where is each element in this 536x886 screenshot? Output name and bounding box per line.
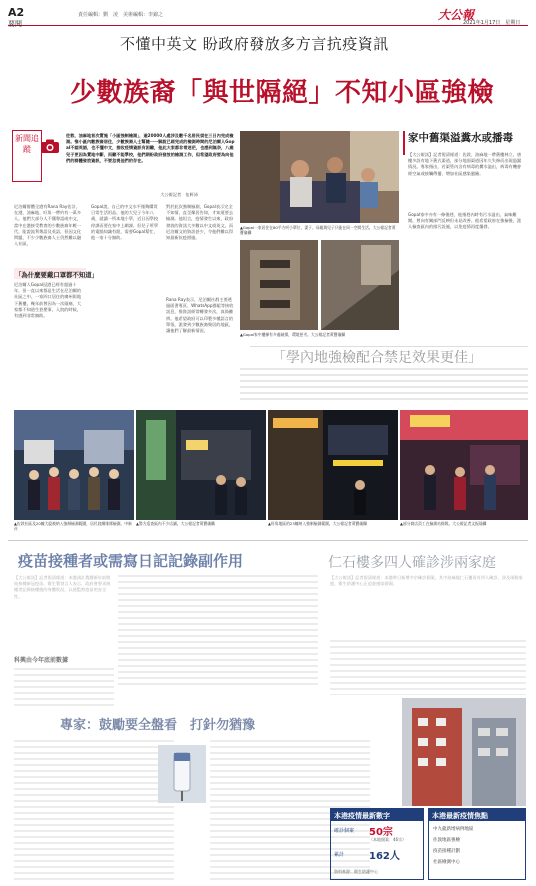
lead-paragraph: 佐敦、油麻地首次實施「小區強制檢測」，逾20000人處涉及數千名居民須在三日內完成檢測。惟小區內數族裔居住，少數族裔人士幫隨一一解說已經完成的檢測時間的尼泊爾人Gopal不諳英語，也不懂中文，接收疫情資訊有困難，他此大家都非常迷茫，也感到無奈，八歲兒子更因為實地中斷，而難不能學校，他們期盼政府發放的檢測工作，但希望政府要為向他們的群體發放資訊，不要忽視他們的存在。	[66, 133, 235, 163]
body-column-1b: 尼泊爾人Gopal逗港已經有超過十年，但一直以來都是生活在尼泊爾的社區之中。一家四口居住的廣州街地下舊樓，幾年前曾因為一次頭痛，大家都不知道生甚麼事，入院的時候，有感到非常無助。	[14, 282, 82, 319]
photo-police-street-image	[136, 410, 266, 520]
caption-row-2: ▲警方巡查區內不少店鋪。大公報記者黃寶儀攝	[136, 521, 215, 526]
section-label: 要聞	[8, 20, 22, 28]
stats-sub-1: （本地個案：46宗）	[369, 837, 407, 842]
stats-value-2: 162人	[369, 851, 400, 862]
news-item: 疫苗接種計劃	[433, 849, 460, 854]
editor-credits: 責任編輯：劉 凌 美術編輯：李錦之	[78, 12, 164, 18]
photo-family-flat	[240, 131, 399, 223]
caption-stairs: ▲Gopal家中樓梯有多處破損，環境惡劣。大公報記者黃寶儀攝	[240, 332, 346, 337]
side-paragraph-2: Gopal家中亦有一條後巷，他指巷內時有污水溢出，氣味難聞，曾向有關部門反映但未見改善。他希望政府在強檢後，派人檢查區內的排污設施，以免疫情再度爆發。	[408, 212, 522, 230]
body-column-3b: Rana Ray表示，尼泊爾社群主要透過面書專頁、WhatsApp群組等接收訊息，惟資訊經常轉發多次，真偽難辨。他希望政府可以印製多種語言的單張，派發到少數族裔聚居的地區，讓他們了解最新情況。	[166, 297, 234, 334]
bottom-subhead: 科興由今年底前數據	[14, 657, 69, 664]
bottom-text-block-2	[14, 668, 114, 708]
photo-stairs-left-image	[240, 240, 318, 330]
photo-building	[402, 698, 526, 806]
main-headline: 少數族裔「與世隔絕」不知小區強檢	[70, 78, 495, 108]
photo-queue-jordan	[14, 410, 134, 520]
faded-section-title: 「學內地強檢配合禁足效果更佳」	[272, 350, 482, 366]
page-header	[8, 6, 528, 26]
photo-stairs-right	[321, 240, 399, 330]
newspaper-logo: 大公報	[438, 8, 475, 22]
body-column-3: 對於此次強制檢測，Gopal表示完全不知情，直至鄰居告知，才知道要去檢測。他坦言，疫情發生以來，政府發放的資訊大多數以中文或英文，而尼泊爾文的資訊甚少，令他們難以得知最新抗疫措施。	[166, 204, 234, 241]
photo-stairs-left	[240, 240, 318, 330]
news-box-title: 本港最新疫情焦點	[429, 809, 525, 821]
news-item: 中九龍新增病例地區	[433, 827, 474, 832]
bottom-text-1: 【大公報訊】記者倪清報道：本港預計農曆新年前開始接種新冠疫苗。衞生署發言人表示，政府會要求接種者記錄接種後的身體狀況，以便監察疫苗的安全性。	[14, 575, 111, 599]
photo-queue-jordan-image	[14, 410, 134, 520]
caption-family-flat: ▲Gopal一家居住在80平方呎小單位，妻子、母親與兒子只能在同一空間生活。大公報記者黃寶儀攝	[240, 225, 396, 235]
side-title: 家中舊渠溢糞水或播毒	[408, 132, 513, 144]
photo-mongkok-night	[268, 410, 398, 520]
photo-stairs-right-image	[321, 240, 399, 330]
side-paragraph-1: 【大公報訊】記者倪清報道：佐敦、油麻地一帶舊樓林立，唐樓多設有地下舊式渠道，部分地面渠道因年久失修而出現溢漏情況。專家指出，若渠管內含有病毒的糞水溢出，病毒有機會經空氣或接觸傳播，增加社區感染風險。	[408, 152, 522, 176]
stats-value-1: 50宗	[369, 827, 393, 838]
stats-footer: 資料來源：衞生防護中心	[334, 869, 378, 874]
stats-label-2: 累計	[334, 852, 345, 858]
photo-shop-staff	[400, 410, 528, 520]
bottom-text-2: 【大公報訊】記者倪清報道：本港昨日新增多宗確診個案。其中油麻地仁石樓再有四人確診，涉及兩個家庭，衞生防護中心正追查感染源頭。	[330, 575, 523, 587]
bottom-headline-3: 專家：鼓勵要全盤看 打針勿猶豫	[60, 718, 256, 733]
photo-shop-staff-image	[400, 410, 528, 520]
faded-text-block	[240, 368, 528, 404]
byline: 大公報記者 伍軒沛	[160, 192, 198, 197]
news-item: 社區檢測中心	[433, 860, 460, 865]
bottom-text-block-3	[330, 640, 526, 695]
news-box	[428, 808, 526, 880]
caption-row-4: ▲部分商店員工在檢測站排隊。大公報記者文振瑜攝	[400, 521, 487, 526]
issue-date: 2021年1月17日 星期日	[463, 20, 521, 26]
bottom-divider	[8, 540, 528, 541]
photo-mongkok-night-image	[268, 410, 398, 520]
kicker-headline: 不懂中英文 盼政府發放多方言抗疫資訊	[120, 35, 389, 53]
caption-row-1: ▲佐敦社區及20幢大廈被納入強制檢測範圍，居民陸續排隊檢測。中新社	[14, 521, 132, 531]
subhead-box	[14, 268, 99, 279]
photo-family-flat-image	[240, 131, 399, 223]
page-number: A2	[8, 6, 25, 19]
stats-label-1: 確診個案	[334, 828, 355, 834]
bottom-text-block-1	[118, 575, 318, 685]
feature-badge-label: 新聞追蹤	[15, 134, 39, 154]
camera-icon	[40, 138, 60, 154]
stats-box-title: 本港疫情最新數字	[331, 809, 423, 821]
caption-row-3: ▲旺角地區的23幢納入強制檢測範圍。大公報記者黃寶儀攝	[268, 521, 367, 526]
bottom-headline-1: 疫苗接種者或需寫日記記錄副作用	[18, 552, 244, 570]
feature-badge	[12, 130, 42, 182]
subhead-1: 「為什麼要戴口罩都不知道」	[15, 271, 99, 279]
photo-building-image	[402, 698, 526, 806]
photo-vaccine-image	[158, 745, 206, 803]
side-title-rule	[403, 131, 405, 155]
bottom-headline-2: 仁石樓多四人確診涉兩家庭	[328, 555, 496, 571]
stats-box	[330, 808, 424, 880]
body-column-2: Gopal說，自己的中文水平僅夠購買日常生活用品。他的大兒子今年八歲，就讀一所本地小學，近日因學校停課而要在家中上網課。但兒子所學的電腦知識有限，需要Gopal幫忙，他一家十分無助。	[91, 204, 159, 241]
news-item: 佐敦地區強檢	[433, 838, 460, 843]
bottom-text-block-4	[14, 740, 174, 880]
photo-police-street	[136, 410, 266, 520]
photo-vaccine	[158, 745, 206, 803]
body-column-1: 尼泊爾群體全港有Rana Ray估計，在港，油麻地、旺角一帶約有一萬多人。他們大部分人不懂粵語或中文，當中在港接受教育的少數族裔年輕一代，能說流利粵語及英語，但因文化問題，不少少數族裔人士仍然難以融入社區。	[14, 204, 82, 247]
